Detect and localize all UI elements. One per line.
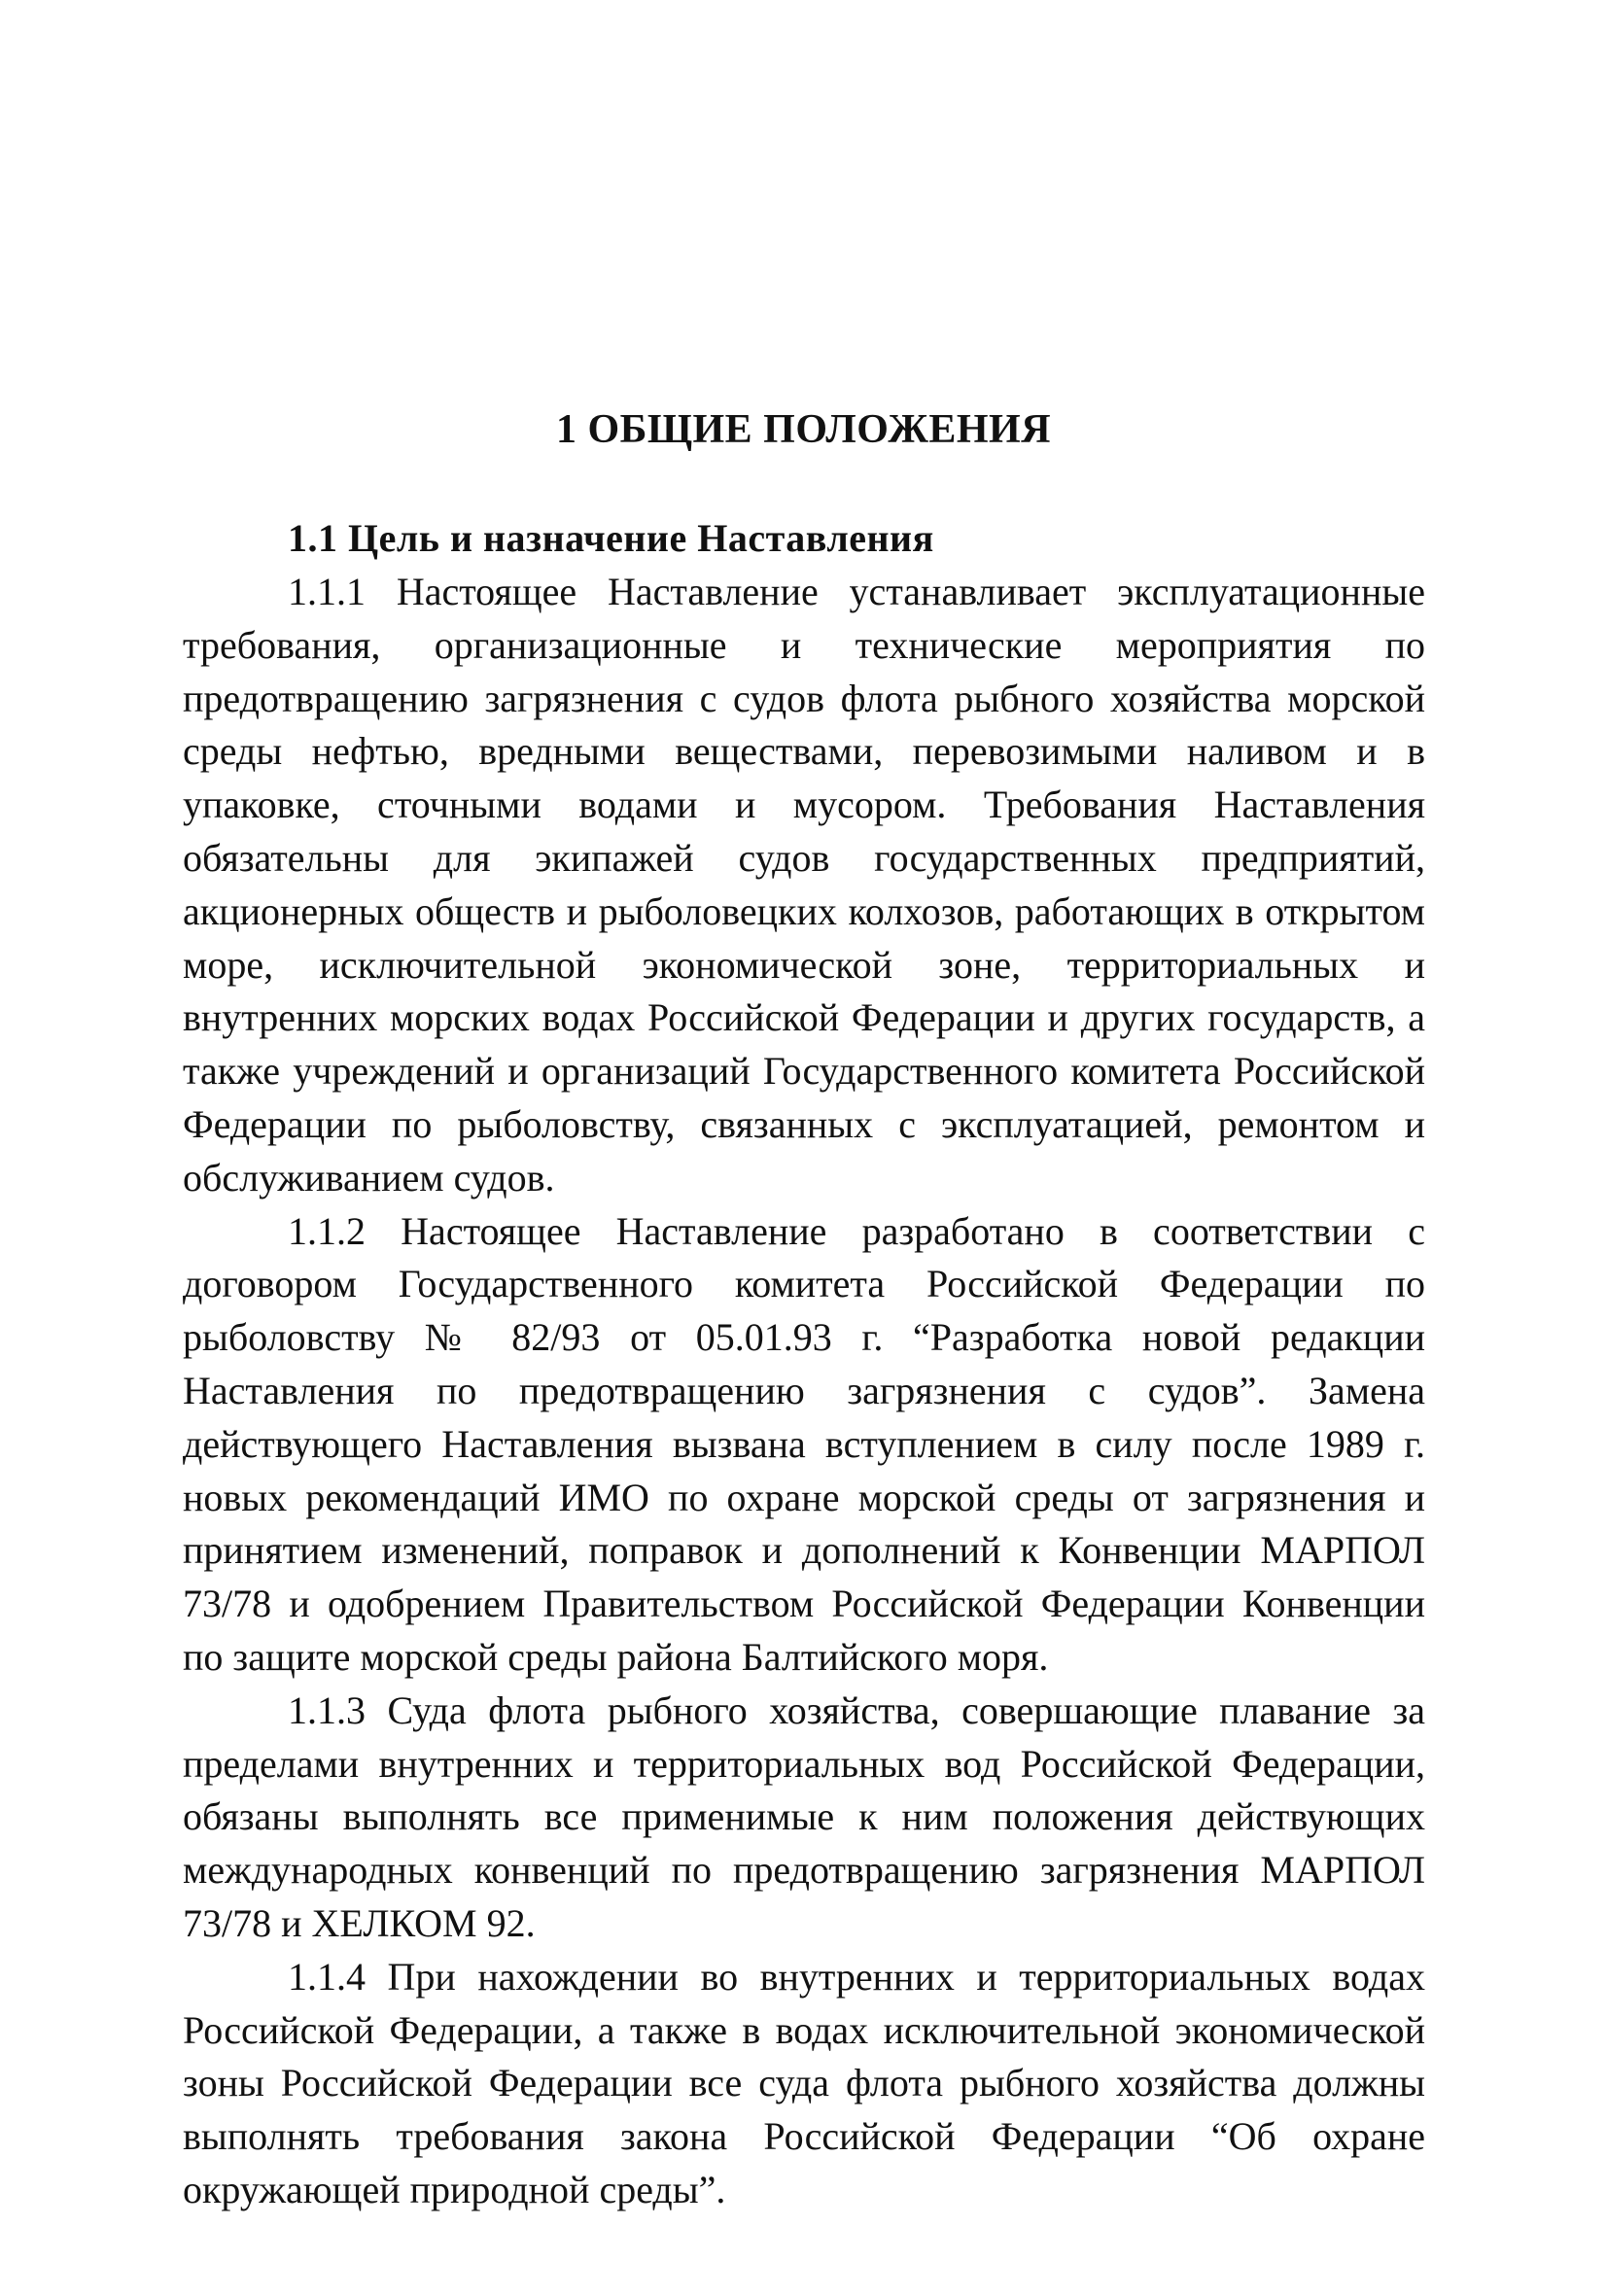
- body-text: [183, 566, 1425, 2217]
- paragraph-1-1-4: 1.1.4 При нахождении во внутренних и территориальных водах Российской Федерации, а также в водах исключительной экономической зоны Российской Федерации все суда флота рыбного хозяйства должны выполнять требования закона Российской Федерации “Об охране окружающей природной среды”.: [183, 1954, 1425, 2211]
- section-title: 1 ОБЩИЕ ПОЛОЖЕНИЯ: [555, 407, 1052, 452]
- subsection-title: 1.1 Цель и назначение Наставления: [288, 516, 934, 560]
- paragraph-1-1-1: 1.1.1 Настоящее Наставление устанавливает эксплуатационные требования, организационные и технические мероприятия по предотвращению загрязнения с судов флота рыбного хозяйства морской среды нефтью, вредными веществами, перевозимыми наливом и в упаковке, сточными водами и мусором. Требования Наставления обязательны для экипажей судов государственных предприятий, акционерных обществ и рыболовецких колхозов, работающих в открытом море, исключительной экономической зоне, территориальных и внутренних морских водах Российской Федерации и других государств, а также учреждений и организаций Государственного комитета Российской Федерации по рыболовству, связанных с эксплуатацией, ремонтом и обслуживанием судов.: [183, 570, 1425, 1200]
- paragraph-1-1-3: 1.1.3 Суда флота рыбного хозяйства, совершающие плавание за пределами внутренних и территориальных вод Российской Федерации, обязаны выполнять все применимые к ним положения действующих международных конвенций по предотвращению загрязнения МАРПОЛ 73/78 и ХЕЛКОМ 92.: [183, 1687, 1425, 1945]
- paragraph-1-1-2: 1.1.2 Настоящее Наставление разработано в соответствии с договором Государственного комитета Российской Федерации по рыболовству № 82/93 от 05.01.93 г. “Разработка новой редакции Наставления по предотвращению загрязнения с судов”. Замена действующего Наставления вызвана вступлением в силу после 1989 г. новых рекомендаций ИМО по охране морской среды от загрязнения и принятием изменений, поправок и дополнений к Конвенции МАРПОЛ 73/78 и одобрением Правительством Российской Федерации Конвенции по защите морской среды района Балтийского моря.: [183, 1208, 1425, 1679]
